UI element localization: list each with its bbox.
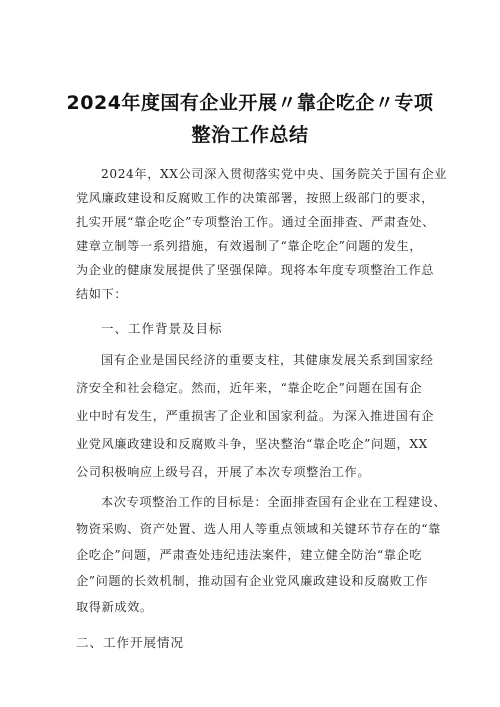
paragraph-line: 国有企业是国民经济的重要支柱，其健康发展关系到国家经 (101, 353, 434, 367)
paragraph-line: 企”问题的长效机制，推动国有企业党风廉政建设和反腐败工作 (76, 574, 429, 588)
paragraph-line: 业中时有发生，严重损害了企业和国家利益。为深入推进国有企 (76, 409, 435, 423)
paragraph-line: 党风廉政建设和反腐败工作的决策部署，按照上级部门的要求， (76, 191, 435, 205)
paragraph-line: 公司积极响应上级号召，开展了本次专项整治工作。 (76, 465, 371, 479)
paragraph-line: 本次专项整治工作的目标是：全面排查国有企业在工程建设、 (101, 495, 447, 509)
paragraph-line: 扎实开展“靠企吃企”专项整治工作。通过全面排查、严肃查处、 (76, 215, 435, 229)
paragraph-line: 建章立制等一系列措施，有效遏制了“靠企吃企”问题的发生， (76, 239, 423, 253)
document-title-line-1: 2024年度国有企业开展〃靠企吃企〃专项 (66, 92, 434, 114)
paragraph-line: 结如下： (76, 287, 128, 301)
section-heading-1: 一、工作背景及目标 (101, 321, 223, 336)
paragraph-line: 2024年，XX公司深入贯彻落实党中央、国务院关于国有企业 (101, 167, 448, 181)
paragraph-line: 企吃企”问题，严肃查处违纪违法案件，建立健全防治“靠企吃 (76, 548, 423, 562)
document-title-line-2: 整治工作总结 (191, 124, 309, 146)
paragraph-line: 业党风廉政建设和反腐败斗争，坚决整治“靠企吃企”问题，XX (76, 437, 428, 451)
section-heading-2: 二、工作开展情况 (76, 635, 185, 650)
paragraph-line: 为企业的健康发展提供了坚强保障。现将本年度专项整治工作总 (76, 263, 435, 277)
paragraph-line: 物资采购、资产处置、选人用人等重点领域和关键环节存在的“靠 (76, 522, 441, 536)
paragraph-line: 取得新成效。 (76, 600, 153, 614)
paragraph-line: 济安全和社会稳定。然而，近年来，“靠企吃企”问题在国有企 (76, 381, 423, 395)
